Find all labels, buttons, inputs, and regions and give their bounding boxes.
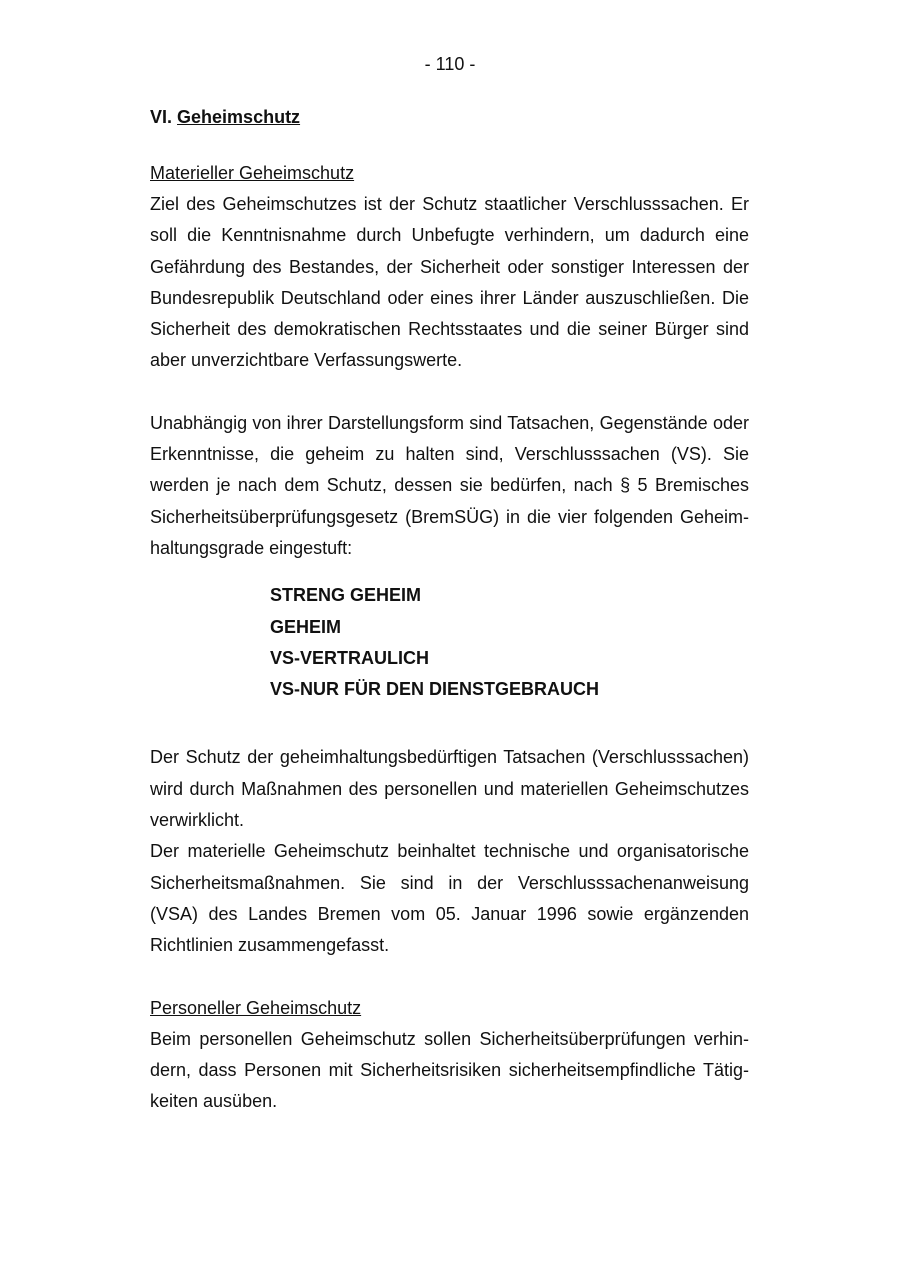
paragraph-ziel: Ziel des Geheimschutzes ist der Schutz staatlicher Verschlusssachen. Er soll die Kenntnisnahme durch Unbefugte verhindern, um dadurch eine Gefährdung des Bestandes, der Sicherheit oder sonstiger Interessen der Bundesrepublik Deutschland oder eines ihrer Länder auszuschließen. Die Sicherheit des demokratischen Rechtsstaates und die seiner Bürger sind aber unverzichtbare Verfassungswerte.: [150, 194, 749, 371]
classification-item: VS-VERTRAULICH: [270, 647, 430, 668]
classification-item: STRENG GEHEIM: [270, 585, 422, 606]
page-number: - 110 -: [424, 54, 476, 74]
paragraph-darstellungsform: Unabhängig von ihrer Darstellungsform sind Tatsachen, Gegenstände oder Erkenntnisse, die geheim zu halten sind, Verschlusssachen (VS). Sie werden je nach dem Schutz, dessen sie bedürfen, nach § 5 Bremisches Sicherheitsüberprüfungsgesetz (BremSÜG) in die vier folgenden Geheimhaltungsgrade eingestuft:: [150, 412, 749, 558]
section-title: Geheimschutz: [177, 107, 301, 127]
classification-list: [270, 580, 749, 705]
section-number: VI.: [150, 107, 173, 127]
subheading-materieller: Materieller Geheimschutz: [150, 163, 355, 183]
classification-item: VS-NUR FÜR DEN DIENSTGEBRAUCH: [270, 679, 600, 700]
document-body: [150, 104, 749, 1117]
paragraph-materieller: Der materielle Geheimschutz beinhaltet technische und organisatorische Sicherheitsmaßnahmen. Sie sind in der Verschlusssachenanweisung (VSA) des Landes Bremen vom 05. Januar 1996 sowie ergänzenden Richtlinien zusammengefasst.: [150, 841, 749, 956]
section-heading: [150, 104, 749, 130]
subheading-personeller: Personeller Geheimschutz: [150, 997, 362, 1018]
paragraph-schutz: Der Schutz der geheimhaltungsbedürftigen Tatsachen (Verschlusssachen) wird durch Maßnahmen des personellen und materiellen Geheimschutzes verwirklicht.: [150, 747, 749, 831]
paragraph-personeller: Beim personellen Geheimschutz sollen Sicherheitsüberprüfungen verhindern, dass Personen mit Sicherheitsrisiken sicherheitsempfindliche Tätigkeiten ausüben.: [150, 1028, 749, 1112]
classification-item: GEHEIM: [270, 616, 342, 637]
